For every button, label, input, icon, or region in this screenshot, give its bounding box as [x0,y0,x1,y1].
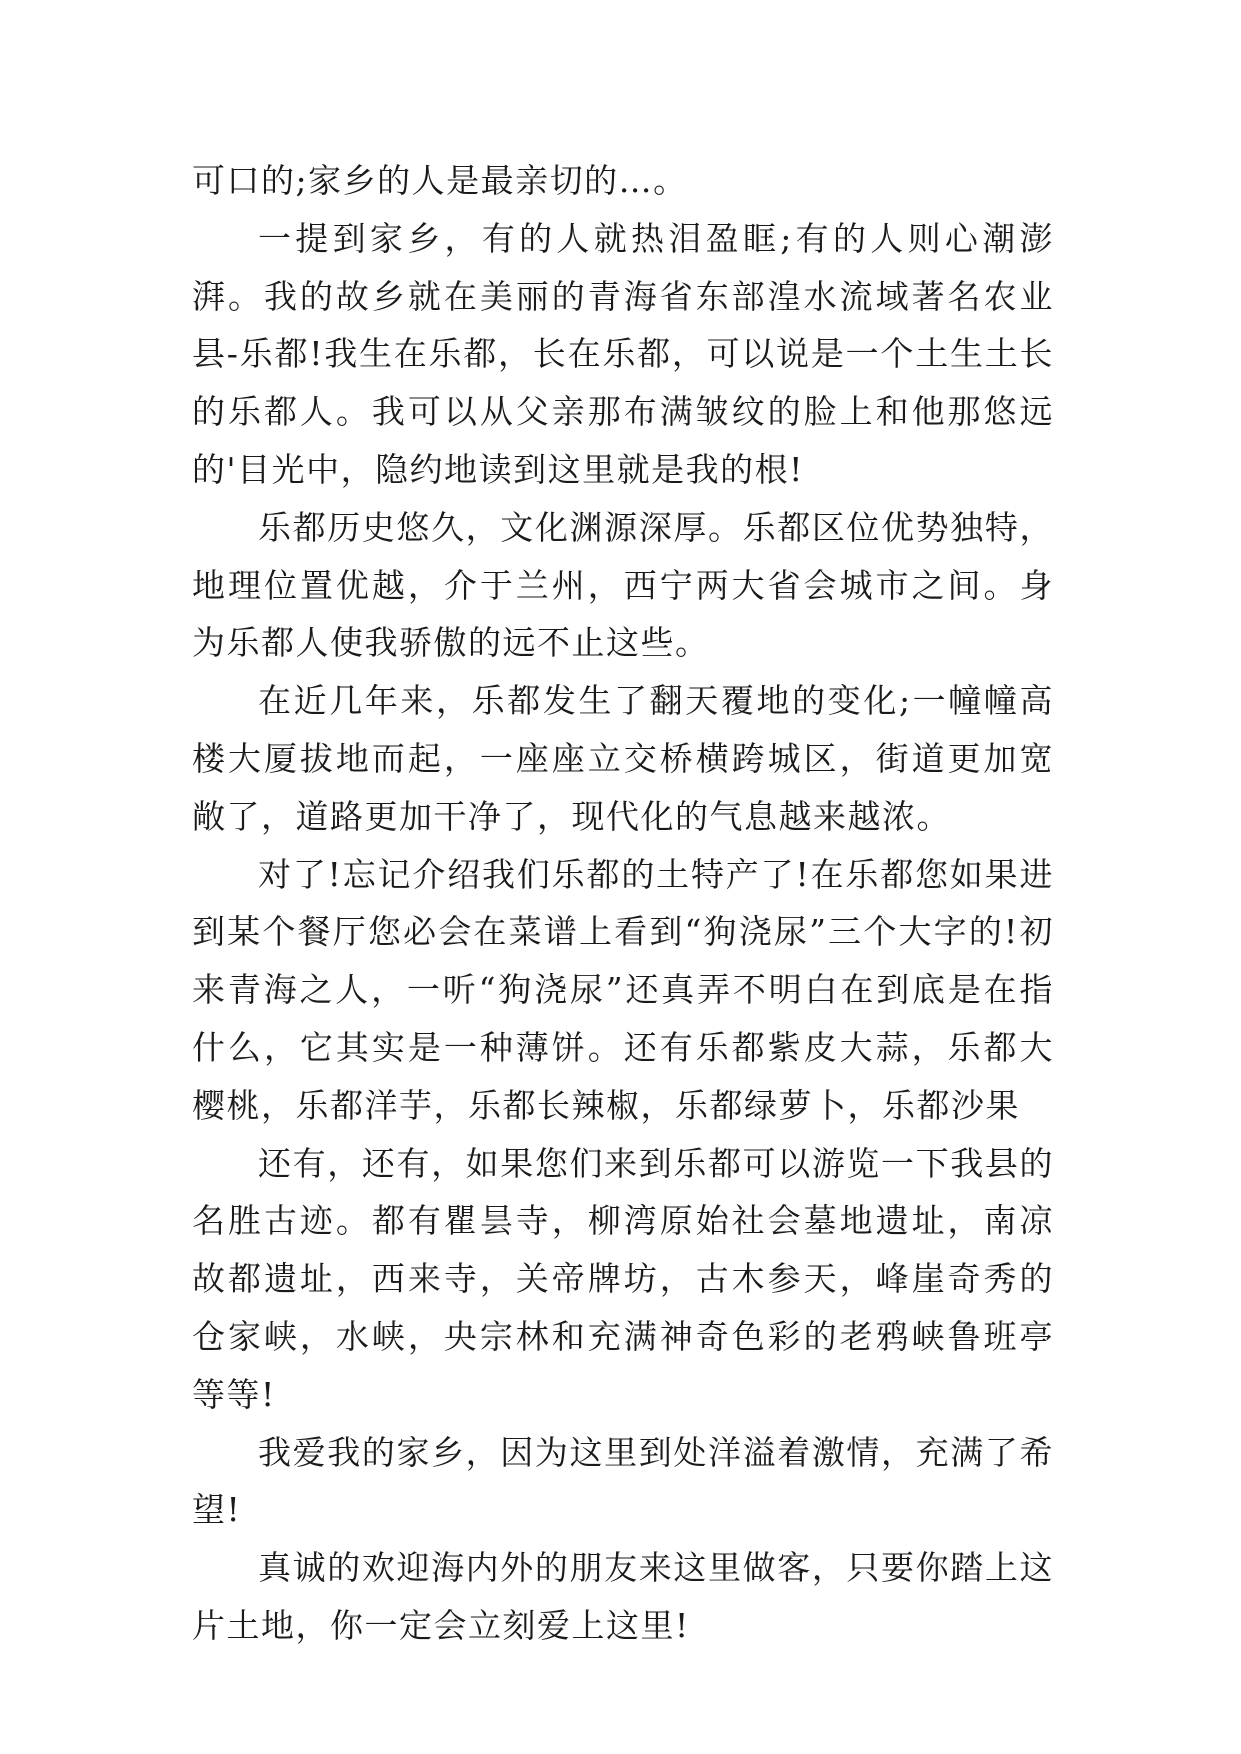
paragraph-welcome: 真诚的欢迎海内外的朋友来这里做客，只要你踏上这片土地，你一定会立刻爱上这里! [192,1548,1054,1645]
paragraph-attractions: 还有，还有，如果您们来到乐都可以游览一下我县的名胜古迹。都有瞿昙寺，柳湾原始社会墓地遗址，南凉故都遗址，西来寺，关帝牌坊，古木参天，峰崖奇秀的仓家峡，水峡，央宗林和充满神奇色彩的老鸦峡鲁班亭等等! [192,1143,1054,1414]
paragraph-hometown-intro: 一提到家乡，有的人就热泪盈眶;有的人则心潮澎湃。我的故乡就在美丽的青海省东部湟水流域著名农业县-乐都!我生在乐都，长在乐都，可以说是一个土生土长的乐都人。我可以从父亲那布满皱纹的脸上和他那悠远的'目光中，隐约地读到这里就是我的根! [192,218,1054,489]
document-body [192,152,1054,1655]
paragraph-love-hometown: 我爱我的家乡，因为这里到处洋溢着激情，充满了希望! [192,1432,1054,1530]
paragraph-specialties: 对了!忘记介绍我们乐都的土特产了!在乐都您如果进到某个餐厅您必会在菜谱上看到“狗浇尿”三个大字的!初来青海之人，一听“狗浇尿”还真弄不明白在到底是在指什么，它其实是一种薄饼。还有乐都紫皮大蒜，乐都大樱桃，乐都洋芋，乐都长辣椒，乐都绿萝卜，乐都沙果 [192,854,1054,1125]
paragraph-continuation: 可口的;家乡的人是最亲切的…。 [192,161,688,200]
paragraph-history: 乐都历史悠久，文化渊源深厚。乐都区位优势独特，地理位置优越，介于兰州，西宁两大省会城市之间。身为乐都人使我骄傲的远不止这些。 [192,507,1054,663]
paragraph-changes: 在近几年来，乐都发生了翻天覆地的变化;一幢幢高楼大厦拔地而起，一座座立交桥横跨城区，街道更加宽敞了，道路更加干净了，现代化的气息越来越浓。 [192,681,1054,836]
